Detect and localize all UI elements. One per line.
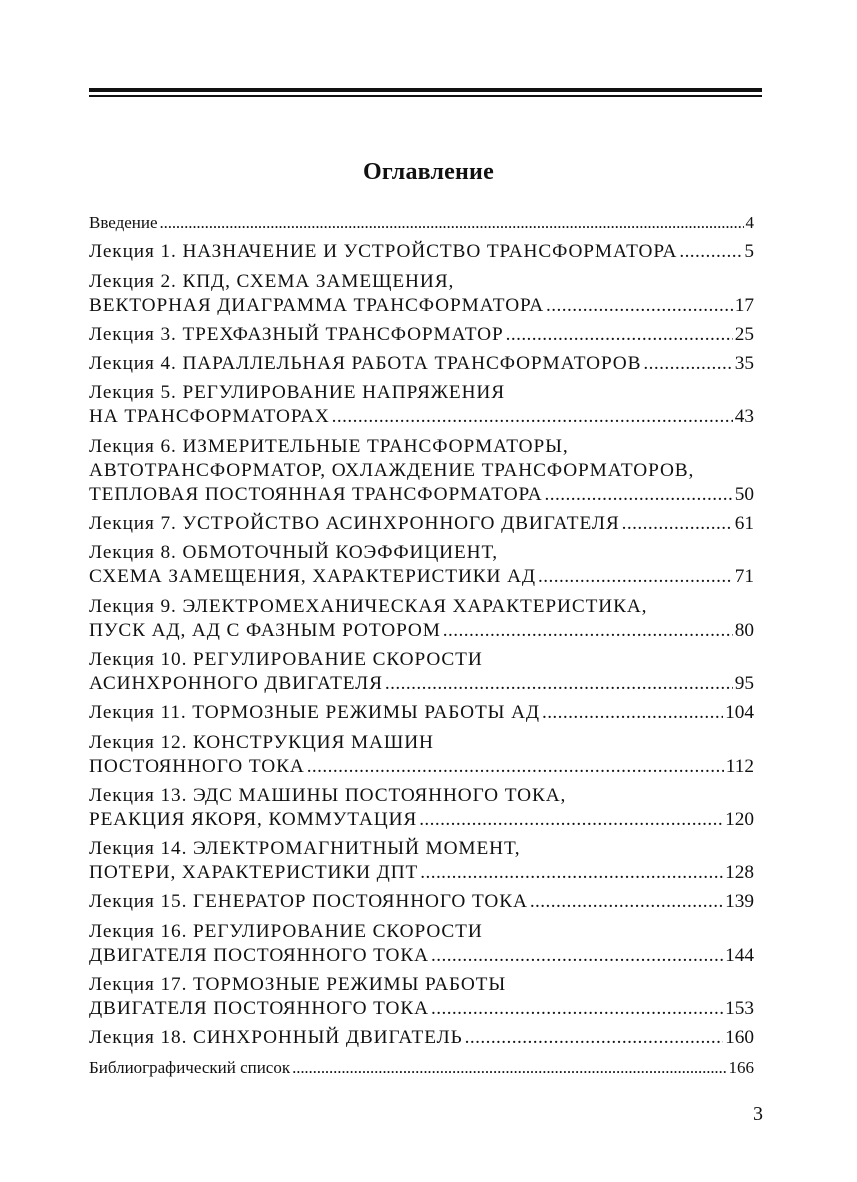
toc-entry-title: Лекция 12. КОНСТРУКЦИЯ МАШИН — [89, 731, 434, 753]
toc-entry[interactable] — [89, 837, 754, 885]
dot-leader — [307, 755, 724, 779]
toc-entry-page: 120 — [725, 808, 754, 830]
page-title: Оглавление — [363, 159, 494, 185]
toc-entry-page: 139 — [725, 891, 754, 913]
toc-entry-line — [89, 944, 754, 968]
dot-leader — [622, 512, 733, 536]
toc-entry[interactable] — [89, 541, 754, 589]
dot-leader — [679, 240, 742, 264]
toc-entry-line — [89, 701, 754, 725]
toc-entry-line — [89, 323, 754, 347]
toc-entry-title: Лекция 14. ЭЛЕКТРОМАГНИТНЫЙ МОМЕНТ, — [89, 838, 521, 860]
toc-entry-line — [89, 381, 754, 405]
toc-entry-title: Лекция 7. УСТРОЙСТВО АСИНХРОННОГО ДВИГАТЕЛЯ — [89, 513, 620, 535]
toc-entry-title: НА ТРАНСФОРМАТОРАХ — [89, 406, 330, 428]
dot-leader — [292, 1056, 726, 1080]
toc-entry-page: 160 — [725, 1027, 754, 1049]
dot-leader — [546, 294, 733, 318]
dot-leader — [332, 405, 733, 429]
toc-entry-page: 17 — [734, 294, 754, 316]
toc-entry-title: Лекция 18. СИНХРОННЫЙ ДВИГАТЕЛЬ — [89, 1027, 463, 1049]
toc-entry-line — [89, 1026, 754, 1050]
toc-entry-title: ДВИГАТЕЛЯ ПОСТОЯННОГО ТОКА — [89, 998, 429, 1020]
dot-leader — [160, 211, 744, 235]
toc-entry-line — [89, 837, 754, 861]
toc-entry-line — [89, 755, 754, 779]
toc-entry-title: Лекция 10. РЕГУЛИРОВАНИЕ СКОРОСТИ — [89, 648, 483, 670]
toc-entry-page: 95 — [734, 672, 754, 694]
toc-entry-page: 50 — [734, 483, 754, 505]
toc-entry[interactable] — [89, 435, 754, 507]
toc-entry-page: 25 — [734, 323, 754, 345]
toc-entry-page: 153 — [725, 998, 754, 1020]
dot-leader — [643, 352, 732, 376]
toc-entry[interactable] — [89, 381, 754, 429]
toc-entry-title: ПОСТОЯННОГО ТОКА — [89, 755, 305, 777]
toc-entry[interactable] — [89, 1056, 754, 1080]
toc-entry-line — [89, 294, 754, 318]
toc-entry-page: 104 — [725, 702, 754, 724]
dot-leader — [465, 1026, 723, 1050]
toc-entry-line — [89, 595, 754, 619]
toc-entry[interactable] — [89, 1026, 754, 1050]
toc-entry-title: ПУСК АД, АД С ФАЗНЫМ РОТОРОМ — [89, 619, 441, 641]
toc-entry[interactable] — [89, 323, 754, 347]
toc-entry-title: Лекция 1. НАЗНАЧЕНИЕ И УСТРОЙСТВО ТРАНСФОРМАТОРА — [89, 241, 678, 263]
toc-entry-page: 71 — [734, 566, 754, 588]
toc-entry-title: Лекция 13. ЭДС МАШИНЫ ПОСТОЯННОГО ТОКА, — [89, 784, 567, 806]
toc-entry-title: АВТОТРАНСФОРМАТОР, ОХЛАЖДЕНИЕ ТРАНСФОРМАТОРОВ, — [89, 459, 695, 481]
toc-entry-line — [89, 211, 754, 235]
toc-entry-line — [89, 270, 754, 294]
toc-entry-title: Лекция 16. РЕГУЛИРОВАНИЕ СКОРОСТИ — [89, 920, 483, 942]
table-of-contents — [89, 211, 754, 1085]
toc-entry-title: Лекция 8. ОБМОТОЧНЫЙ КОЭФФИЦИЕНТ, — [89, 542, 498, 564]
toc-entry-page: 112 — [725, 755, 754, 777]
toc-entry-line — [89, 565, 754, 589]
dot-leader — [443, 619, 733, 643]
toc-entry-line — [89, 973, 754, 997]
toc-entry-title: Введение — [89, 213, 158, 232]
toc-entry-line — [89, 808, 754, 832]
toc-entry-title: Лекция 11. ТОРМОЗНЫЕ РЕЖИМЫ РАБОТЫ АД — [89, 702, 540, 724]
toc-entry[interactable] — [89, 648, 754, 696]
toc-entry-line — [89, 920, 754, 944]
toc-entry-title: Лекция 2. КПД, СХЕМА ЗАМЕЩЕНИЯ, — [89, 270, 455, 292]
toc-entry-page: 144 — [725, 944, 754, 966]
toc-entry[interactable] — [89, 352, 754, 376]
toc-entry-title: ВЕКТОРНАЯ ДИАГРАММА ТРАНСФОРМАТОРА — [89, 294, 545, 316]
toc-entry-page: 4 — [745, 213, 754, 232]
toc-entry[interactable] — [89, 731, 754, 779]
toc-entry-line — [89, 648, 754, 672]
toc-entry[interactable] — [89, 595, 754, 643]
toc-entry-title: Лекция 3. ТРЕХФАЗНЫЙ ТРАНСФОРМАТОР — [89, 323, 504, 345]
toc-entry-page: 61 — [734, 513, 754, 535]
header-rule-thick — [89, 88, 762, 92]
toc-entry-title: Лекция 5. РЕГУЛИРОВАНИЕ НАПРЯЖЕНИЯ — [89, 382, 506, 404]
toc-entry-title: Лекция 9. ЭЛЕКТРОМЕХАНИЧЕСКАЯ ХАРАКТЕРИСТИКА, — [89, 595, 648, 617]
dot-leader — [506, 323, 733, 347]
page-number: 3 — [753, 1103, 763, 1125]
toc-entry-line — [89, 435, 754, 459]
toc-entry-line — [89, 1056, 754, 1080]
header-rule-thin — [89, 95, 762, 97]
toc-entry[interactable] — [89, 920, 754, 968]
toc-entry-line — [89, 352, 754, 376]
dot-leader — [385, 672, 733, 696]
toc-entry-line — [89, 784, 754, 808]
toc-entry-line — [89, 483, 754, 507]
toc-entry-page: 35 — [734, 353, 754, 375]
toc-entry-page: 80 — [734, 619, 754, 641]
dot-leader — [542, 701, 723, 725]
toc-entry-line — [89, 890, 754, 914]
toc-entry-title: ТЕПЛОВАЯ ПОСТОЯННАЯ ТРАНСФОРМАТОРА — [89, 483, 543, 505]
toc-entry-page: 128 — [725, 862, 754, 884]
dot-leader — [538, 565, 733, 589]
dot-leader — [419, 808, 723, 832]
toc-entry-title: Лекция 6. ИЗМЕРИТЕЛЬНЫЕ ТРАНСФОРМАТОРЫ, — [89, 435, 569, 457]
dot-leader — [431, 997, 723, 1021]
toc-entry[interactable] — [89, 701, 754, 725]
toc-entry-title: Библиографический список — [89, 1057, 291, 1077]
toc-entry[interactable] — [89, 973, 754, 1021]
toc-entry-title: ДВИГАТЕЛЯ ПОСТОЯННОГО ТОКА — [89, 944, 429, 966]
toc-entry-title: СХЕМА ЗАМЕЩЕНИЯ, ХАРАКТЕРИСТИКИ АД — [89, 566, 536, 588]
toc-entry-title: Лекция 4. ПАРАЛЛЕЛЬНАЯ РАБОТА ТРАНСФОРМАТОРОВ — [89, 353, 642, 375]
toc-entry-line — [89, 672, 754, 696]
toc-entry[interactable] — [89, 240, 754, 264]
toc-entry-title: Лекция 15. ГЕНЕРАТОР ПОСТОЯННОГО ТОКА — [89, 891, 528, 913]
toc-entry[interactable] — [89, 211, 754, 235]
toc-entry[interactable] — [89, 512, 754, 536]
dot-leader — [420, 861, 723, 885]
toc-entry-title: АСИНХРОННОГО ДВИГАТЕЛЯ — [89, 672, 383, 694]
toc-entry-line — [89, 861, 754, 885]
toc-entry-line — [89, 405, 754, 429]
dot-leader — [545, 483, 733, 507]
toc-entry[interactable] — [89, 784, 754, 832]
toc-entry-line — [89, 731, 754, 755]
toc-entry-page: 5 — [744, 241, 754, 263]
toc-entry-line — [89, 240, 754, 264]
toc-entry-title: ПОТЕРИ, ХАРАКТЕРИСТИКИ ДПТ — [89, 862, 419, 884]
toc-entry-line — [89, 997, 754, 1021]
toc-entry-title: РЕАКЦИЯ ЯКОРЯ, КОММУТАЦИЯ — [89, 808, 418, 830]
toc-entry-page: 166 — [728, 1057, 754, 1077]
toc-entry-title: Лекция 17. ТОРМОЗНЫЕ РЕЖИМЫ РАБОТЫ — [89, 974, 507, 996]
toc-entry-line — [89, 541, 754, 565]
toc-entry[interactable] — [89, 270, 754, 318]
toc-entry-page: 43 — [734, 406, 754, 428]
dot-leader — [530, 890, 723, 914]
toc-entry[interactable] — [89, 890, 754, 914]
toc-entry-line — [89, 619, 754, 643]
toc-entry-line — [89, 459, 754, 483]
dot-leader — [431, 944, 723, 968]
toc-entry-line — [89, 512, 754, 536]
